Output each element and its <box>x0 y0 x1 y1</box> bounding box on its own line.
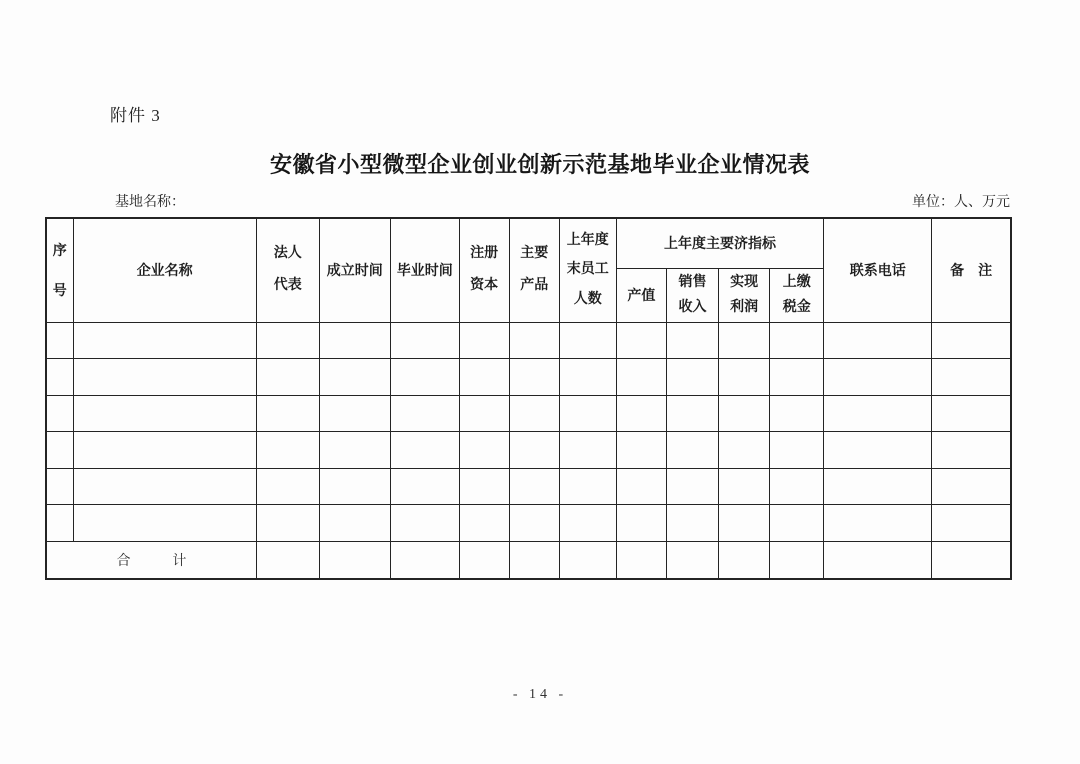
body-cell <box>719 395 770 432</box>
body-cell <box>256 322 319 359</box>
body-cell <box>770 395 824 432</box>
body-cell <box>391 322 460 359</box>
col-header-main-products: 主要 产品 <box>509 218 559 322</box>
total-cell <box>770 541 824 579</box>
body-cell <box>932 322 1011 359</box>
body-cell <box>824 395 932 432</box>
body-cell <box>666 395 718 432</box>
body-cell <box>509 395 559 432</box>
total-cell <box>932 541 1011 579</box>
body-cell <box>319 432 390 469</box>
body-cell <box>459 468 509 505</box>
col-header-contact-phone: 联系电话 <box>824 218 932 322</box>
unit-label: 单位：人、万元 <box>912 195 1010 210</box>
total-cell <box>616 541 666 579</box>
body-cell <box>559 395 616 432</box>
body-cell <box>770 359 824 396</box>
graduated-enterprises-table <box>45 217 1012 580</box>
body-cell <box>319 505 390 542</box>
body-cell <box>666 505 718 542</box>
body-cell <box>256 505 319 542</box>
body-cell <box>46 395 73 432</box>
total-cell <box>391 541 460 579</box>
body-cell <box>73 322 256 359</box>
body-cell <box>391 432 460 469</box>
body-cell <box>824 468 932 505</box>
total-row <box>46 541 1011 579</box>
col-header-output-value: 产值 <box>616 268 666 322</box>
col-header-graduation-date: 毕业时间 <box>391 218 460 322</box>
body-cell <box>559 432 616 469</box>
body-cell <box>932 468 1011 505</box>
col-header-serial <box>46 218 73 322</box>
body-cell <box>319 322 390 359</box>
col-header-company-name: 企业名称 <box>73 218 256 322</box>
body-cell <box>770 322 824 359</box>
col-header-remarks: 备 注 <box>932 218 1011 322</box>
header-row-top <box>46 218 1011 268</box>
body-cell <box>509 468 559 505</box>
body-cell <box>319 468 390 505</box>
body-cell <box>391 468 460 505</box>
body-cell <box>73 468 256 505</box>
table-row <box>46 395 1011 432</box>
body-cell <box>719 432 770 469</box>
body-cell <box>824 359 932 396</box>
col-header-taxes-paid: 上缴 税金 <box>770 268 824 322</box>
page-title: 安徽省小型微型企业创业创新示范基地毕业企业情况表 <box>269 152 810 177</box>
body-cell <box>616 359 666 396</box>
page-number: - 14 - <box>512 687 568 702</box>
body-cell <box>719 468 770 505</box>
meta-row <box>115 191 1010 211</box>
col-header-realized-profit: 实现 利润 <box>719 268 770 322</box>
body-cell <box>932 505 1011 542</box>
body-cell <box>824 505 932 542</box>
body-cell <box>824 432 932 469</box>
body-cell <box>616 505 666 542</box>
body-cell <box>73 432 256 469</box>
col-header-legal-rep: 法人 代表 <box>256 218 319 322</box>
body-cell <box>559 468 616 505</box>
body-cell <box>459 432 509 469</box>
body-cell <box>391 395 460 432</box>
body-cell <box>256 468 319 505</box>
total-cell <box>824 541 932 579</box>
body-cell <box>559 505 616 542</box>
body-cell <box>509 359 559 396</box>
body-cell <box>256 359 319 396</box>
body-cell <box>616 322 666 359</box>
table-row <box>46 432 1011 469</box>
body-cell <box>256 395 319 432</box>
body-cell <box>719 505 770 542</box>
body-cell <box>459 505 509 542</box>
body-cell <box>256 432 319 469</box>
body-cell <box>391 505 460 542</box>
table-row <box>46 505 1011 542</box>
body-cell <box>73 359 256 396</box>
body-cell <box>719 322 770 359</box>
body-cell <box>459 359 509 396</box>
body-cell <box>616 432 666 469</box>
body-cell <box>391 359 460 396</box>
table-row <box>46 359 1011 396</box>
col-header-founding-date: 成立时间 <box>319 218 390 322</box>
total-cell <box>459 541 509 579</box>
body-cell <box>559 322 616 359</box>
table-row <box>46 468 1011 505</box>
body-cell <box>46 432 73 469</box>
body-cell <box>509 432 559 469</box>
body-cell <box>459 395 509 432</box>
col-header-staff-count: 上年度 末员工 人数 <box>559 218 616 322</box>
body-cell <box>616 395 666 432</box>
col-header-serial-line2: 号 <box>52 284 67 300</box>
body-cell <box>770 432 824 469</box>
body-cell <box>824 322 932 359</box>
body-cell <box>932 359 1011 396</box>
body-cell <box>46 505 73 542</box>
body-cell <box>509 322 559 359</box>
body-cell <box>770 468 824 505</box>
body-cell <box>459 322 509 359</box>
col-header-indicators-group: 上年度主要济指标 <box>616 218 823 268</box>
col-header-sales-revenue: 销售 收入 <box>666 268 718 322</box>
total-cell <box>559 541 616 579</box>
body-cell <box>46 468 73 505</box>
body-cell <box>616 468 666 505</box>
body-cell <box>666 432 718 469</box>
col-header-registered-capital: 注册 资本 <box>459 218 509 322</box>
body-cell <box>666 468 718 505</box>
total-cell <box>319 541 390 579</box>
body-cell <box>719 359 770 396</box>
body-cell <box>46 322 73 359</box>
body-cell <box>46 359 73 396</box>
body-cell <box>932 395 1011 432</box>
total-label-cell: 合 计 <box>46 541 256 579</box>
total-cell <box>666 541 718 579</box>
attachment-label: 附件 3 <box>110 106 161 125</box>
total-cell <box>256 541 319 579</box>
body-cell <box>666 322 718 359</box>
col-header-serial-line1: 序 <box>52 244 67 260</box>
body-cell <box>509 505 559 542</box>
base-name-label: 基地名称： <box>115 195 185 210</box>
body-cell <box>319 395 390 432</box>
total-cell <box>719 541 770 579</box>
table-row <box>46 322 1011 359</box>
body-cell <box>73 505 256 542</box>
body-cell <box>73 395 256 432</box>
body-cell <box>770 505 824 542</box>
body-cell <box>319 359 390 396</box>
total-cell <box>509 541 559 579</box>
body-cell <box>559 359 616 396</box>
body-cell <box>666 359 718 396</box>
body-cell <box>932 432 1011 469</box>
